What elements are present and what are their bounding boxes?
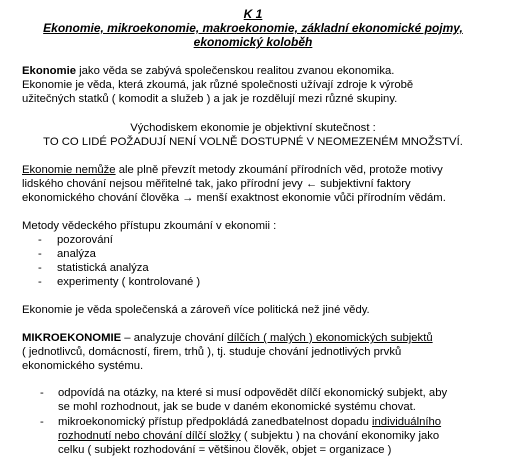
limits-line-2: lidského chování nejsou měřitelné tak, jako přírodní jevy ← subjektivní faktory xyxy=(22,178,411,190)
dash-bullet: - xyxy=(38,248,42,260)
dash-bullet: - xyxy=(40,416,44,428)
micro-bullet-2-line-1: mikroekonomický přístup předpokládá zanedbatelnost dopadu individuálního xyxy=(58,416,442,428)
methods-intro: Metody vědeckého přístupu zkoumání v ekonomii : xyxy=(22,220,277,232)
social-statement: Ekonomie je věda společenská a zároveň více politická než jiné vědy. xyxy=(22,304,370,316)
intro-line-3: užitečných statků ( komodit a služeb ) a jak je rozdělují mezi různé skupiny. xyxy=(22,93,398,105)
method-item: pozorování xyxy=(57,234,113,246)
dash-bullet: - xyxy=(38,234,42,246)
dash-bullet: - xyxy=(38,262,42,274)
dash-bullet: - xyxy=(38,276,42,288)
method-item: experimenty ( kontrolované ) xyxy=(57,276,201,288)
method-item: analýza xyxy=(57,248,96,260)
micro-bullet-1-line-2: se mohl rozhodnout, jak se bude v daném ekonomické systému chovat. xyxy=(58,401,416,413)
section-title-line-1: Ekonomie, mikroekonomie, makroekonomie, základní ekonomické pojmy, xyxy=(43,21,463,35)
micro-bullet-1-line-1: odpovídá na otázky, na které si musí odpovědět dílčí ekonomický subjekt, aby xyxy=(58,387,448,399)
term-mikroekonomie: MIKROEKONOMIE xyxy=(22,332,122,344)
limits-line-1: Ekonomie nemůže ale plně převzít metody zkoumání přírodních věd, protože motivy xyxy=(22,164,443,176)
micro-line-3: ekonomického systému. xyxy=(22,360,144,372)
limits-line-3: ekonomického chování člověka → menší exaktnost ekonomie vůči přírodním vědám. xyxy=(22,192,446,204)
intro-line-2: Ekonomie je věda, která zkoumá, jak různé společnosti užívají zdroje k výrobě xyxy=(22,79,414,91)
section-title-line-2: ekonomický koloběh xyxy=(193,35,313,49)
underlined-phrase: Ekonomie nemůže xyxy=(22,164,116,176)
method-item: statistická analýza xyxy=(57,262,149,274)
micro-line-2: ( jednotlivců, domácností, firem, trhů ), tj. studuje chování jednotlivých prvků xyxy=(22,346,402,358)
premise-line-2: TO CO LIDÉ POŽADUJÍ NENÍ VOLNĚ DOSTUPNÉ V NEOMEZENÉM MNOŽSTVÍ. xyxy=(43,136,463,148)
micro-line-1: MIKROEKONOMIE – analyzuje chování dílčích ( malých ) ekonomických subjektů xyxy=(22,332,433,344)
intro-line-1: Ekonomie jako věda se zabývá společenskou realitou zvanou ekonomika. xyxy=(22,65,395,77)
dash-bullet: - xyxy=(40,387,44,399)
term-ekonomie: Ekonomie xyxy=(22,65,76,77)
micro-bullet-2-line-3: celku ( subjekt rozhodování = většinou člověk, objet = organizace ) xyxy=(58,444,392,456)
section-code: K 1 xyxy=(243,7,263,21)
premise-line-1: Východiskem ekonomie je objektivní skutečnost : xyxy=(130,122,376,134)
micro-bullet-2-line-2: rozhodnutí nebo chování dílčí složky ( subjektu ) na chování ekonomiky jako xyxy=(58,430,440,442)
